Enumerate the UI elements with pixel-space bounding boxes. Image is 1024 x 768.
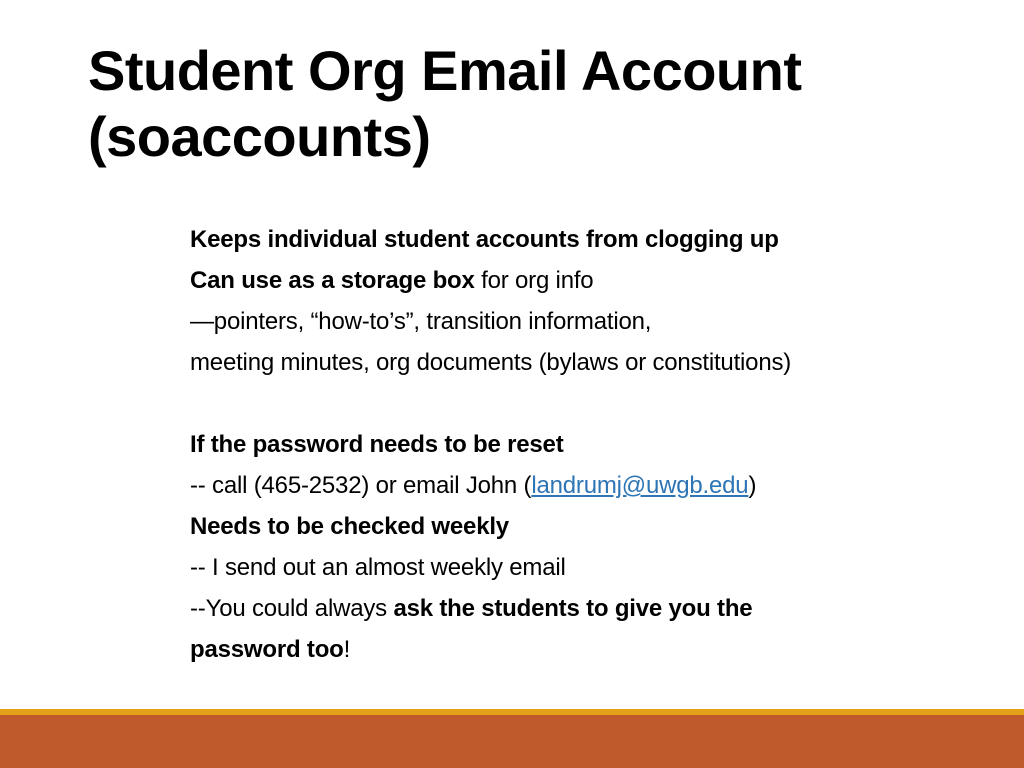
password-bold-text: password too xyxy=(190,636,344,663)
body-line-reset-heading xyxy=(190,424,1010,465)
email-link[interactable]: landrumj@uwgb.edu xyxy=(531,472,749,499)
body-line-storage xyxy=(190,260,1010,301)
contact-pre-text: -- call (465-2532) or email John ( xyxy=(190,472,532,499)
body-line-password xyxy=(190,629,1010,670)
body-line-ask xyxy=(190,588,1010,629)
body-line-keeps xyxy=(190,219,1010,260)
title-line-2: (soaccounts) xyxy=(88,105,431,168)
pointers-text: —pointers, “how-to’s”, transition information, xyxy=(190,308,652,335)
body-line-contact xyxy=(190,465,1010,506)
contact-post-text: ) xyxy=(748,472,757,499)
send-text: -- I send out an almost weekly email xyxy=(190,554,566,581)
password-post-text: ! xyxy=(343,636,351,663)
reset-heading-text: If the password needs to be reset xyxy=(190,431,564,458)
minutes-text: meeting minutes, org documents (bylaws or constitutions) xyxy=(190,349,792,376)
weekly-heading-text: Needs to be checked weekly xyxy=(190,513,509,540)
body-line-send xyxy=(190,547,1010,588)
storage-rest-text: for org info xyxy=(474,267,594,294)
title-line-1: Student Org Email Account xyxy=(88,39,802,102)
footer-stripe-brown xyxy=(0,715,1024,768)
body-line-weekly-heading xyxy=(190,506,1010,547)
body-line-minutes xyxy=(190,342,1010,383)
ask-pre-text: --You could always xyxy=(190,595,394,622)
slide-body xyxy=(190,219,1010,670)
body-line-pointers xyxy=(190,301,1010,342)
ask-bold-text: ask the students to give you the xyxy=(393,595,753,622)
slide-title xyxy=(88,38,988,170)
body-blank-line xyxy=(190,383,1010,424)
storage-bold-text: Can use as a storage box xyxy=(190,267,475,294)
keeps-text: Keeps individual student accounts from clogging up xyxy=(190,226,779,253)
